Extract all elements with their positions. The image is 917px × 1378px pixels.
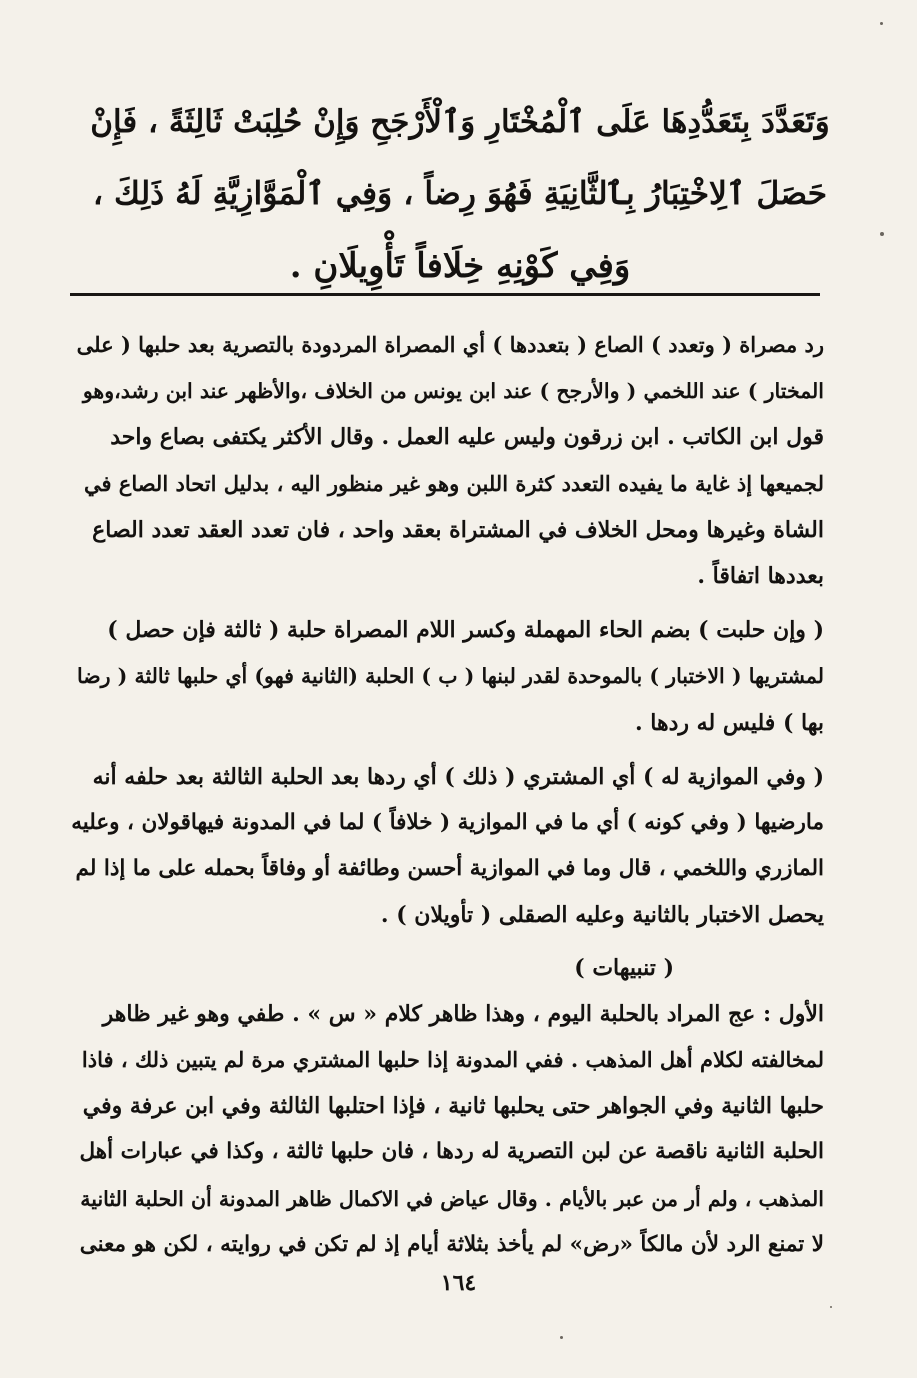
commentary-line: الشاة وغيرها ومحل الخلاف في المشتراة بعقد واحد ، فان تعدد العقد تعدد الصاع (92, 516, 824, 543)
commentary-line: لجميعها إذ غاية ما يفيده التعدد كثرة اللبن وهو غير منظور اليه ، بدليل اتحاد الصاع في (83, 470, 824, 496)
matn-line-2: حَصَلَ ٱلِاخْتِبَارُ بِٱلثَّانِيَةِ فَهُوَ رِضاً ، وَفِي ٱلْمَوَّازِيَّةِ لَهُ ذَلِكَ ، (92, 175, 828, 212)
commentary-paragraph-3 (68, 754, 824, 939)
commentary-paragraph-2 (68, 607, 824, 746)
commentary-line: بها ) فليس له ردها . (634, 709, 824, 736)
matn-line-1: وَتَعَدَّدَ بِتَعَدُّدِهَا عَلَى ٱلْمُخْتَارِ وَٱلْأَرْجَحِ وَإِنْ حُلِبَتْ ثَالِثَةً ، فَإِنْ (90, 104, 830, 140)
commentary-line: ( وفي الموازية له ) أي المشتري ( ذلك ) أي ردها بعد الحلبة الثالثة بعد حلفه أنه (92, 763, 824, 790)
commentary-line: ( وإن حلبت ) بضم الحاء المهملة وكسر اللام المصراة حلبة ( ثالثة فإن حصل ) (107, 617, 824, 644)
scan-speck (880, 232, 884, 236)
commentary-paragraph-4 (68, 991, 824, 1268)
commentary-line: الأول : عج المراد بالحلبة اليوم ، وهذا ظاهر كلام « س » . طفي وهو غير ظاهر (102, 1000, 824, 1027)
commentary-line: الحلبة الثانية ناقصة عن لبن التصرية له ردها ، فان حلبها ثالثة ، وكذا في عبارات أهل (79, 1139, 824, 1165)
commentary-line: حلبها الثانية وفي الجواهر حتى يحلبها ثانية ، فإذا احتلبها الثالثة وفي ابن عرفة وفي (82, 1093, 824, 1120)
commentary-line: لا تمنع الرد لأن مالكاً «رض» لم يأخذ بثلاثة أيام إذ لم تكن في روايته ، لكن هو معنى (79, 1231, 824, 1257)
commentary-line: المذهب ، ولم أر من عبر بالأيام . وقال عياض في الاكمال ظاهر المدونة أن الحلبة الثانية (80, 1186, 824, 1211)
commentary-line: المختار ) عند اللخمي ( والأرجح ) عند ابن يونس من الخلاف ،والأظهر عند ابن رشد،وهو (82, 379, 824, 404)
scan-speck (830, 1306, 832, 1308)
commentary-line: مارضيها ( وفي كونه ) أي ما في الموازية ( خلافاً ) لما في المدونة فيهاقولان ، وعليه (71, 810, 824, 836)
separator-rule (70, 293, 820, 296)
commentary-line: بعددها اتفاقاً . (697, 563, 824, 590)
page-number: ١٦٤ (440, 1270, 477, 1296)
matn-text-block (90, 86, 830, 302)
section-heading: ( تنبيهات ) (574, 954, 674, 981)
scan-speck (880, 22, 883, 25)
commentary-line: المازري واللخمي ، قال وما في الموازية أحسن وطائفة أو وفاقاً بحمله على ما إذا لم (75, 856, 824, 882)
scan-speck (560, 1336, 563, 1339)
commentary-line: لمخالفته لكلام أهل المذهب . ففي المدونة إذا حلبها المشتري مرة لم يتبين ذلك ، فاذا (81, 1047, 824, 1073)
commentary-line: يحصل الاختبار بالثانية وعليه الصقلى ( تأويلان ) . (380, 902, 824, 929)
matn-line-3: وَفِي كَوْنِهِ خِلَافاً تَأْوِيلَانِ . (289, 246, 631, 286)
commentary-line: لمشتريها ( الاختبار ) بالموحدة لقدر لبنها ( ب ) الحلبة (الثانية فهو) أي حلبها ثالثة ( رضا (76, 664, 824, 689)
commentary-paragraph-1 (68, 322, 824, 599)
commentary-line: رد مصراة ( وتعدد ) الصاع ( بتعددها ) أي المصراة المردودة بالتصرية بعد حلبها ( على (76, 332, 824, 357)
commentary-line: قول ابن الكاتب . ابن زرقون وليس عليه العمل . وقال الأكثر يكتفى بصاع واحد (110, 424, 824, 451)
commentary-text-block (68, 322, 824, 1268)
